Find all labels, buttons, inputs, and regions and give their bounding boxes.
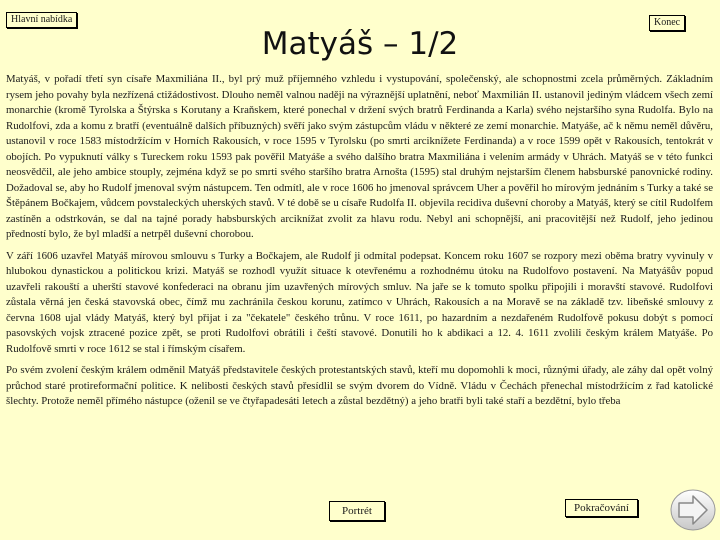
- article-body: [6, 72, 713, 416]
- page-title: Matyáš – 1/2: [261, 26, 459, 62]
- paragraph: V září 1606 uzavřel Matyáš mírovou smlouvu s Turky a Bočkajem, ale Rudolf ji odmítal podepsat. Koncem roku 1607 se rozpory mezi oběma bratry vyvinuly v hlubokou dynastickou a politickou krizi. Matyáš se rozhodl využít situace k otevřenému a rozhodnému útoku na Rudolfovo postavení. Na Matyášův popud uzavřeli rakouští a uherští stavové konfederaci na obranu jím uzavřených mírových smluv. Na jaře se k tomuto spolku připojili i moravští stavové. Rudolfovi zůstala věrná jen česká stavovská obec, čímž mu zachránila českou korunu, zatímco v Uhrách, Rakousích a na Moravě se na základě tzv. libeňské smlouvy z června 1608 ujal vlády Matyáš, který byl přijat i za "čekatele" českého trůnu. V roce 1611, po hazardním a nezdařeném Rudolfově pokusu dobýt s pomocí pasovských vojsk ztracené pozice zpět, se proti Rudolfovi obrátili i čeští stavové. Donutili ho k abdikaci a 12. 4. 1611 zvolili českým králem Matyáše. Po Rudolfově smrti v roce 1612 se stal i římským císařem.: [6, 249, 713, 355]
- continue-button[interactable]: Pokračování: [565, 499, 638, 517]
- paragraph: Matyáš, v pořadí třetí syn císaře Maxmiliána II., byl prý muž příjemného vzhledu i vystupování, společenský, ale schopnostmi zcela průměrných. Základním rysem jeho povahy byla nezřízená ctižádostivost. Dlouho neměl valnou naději na výraznější uplatnění, neboť Maxmilián II. ustanovil jediným vládcem všech zemí monarchie (kromě Tyrolska a Štýrska s Korutany a Kraňskem, které ponechal v držení svých bratrů Ferdinanda a Karla) svého nejstaršího syna Rudolfa. Bylo na Rudolfovi, zda a komu z bratří (eventuálně dalších příbuzných) svěří jako svým zástupcům vládu v některé ze zemí monarchie. Matyášе, ač k němu neměl důvěru, ustanovil v roce 1583 místodržícím v Horních Rakousích, v roce 1595 v Tyrolsku (po smrti arciknížete Ferdinanda) a v roce 1599 opět v Rakousích, tentokrát v obojích. Po vypuknutí války s Tureckem roku 1593 pak pověřil Matyáše a svého dalšího bratra Maxmiliána i velením armády v Uhrách. Matyáš se v této funkci neosvědčil, ale jeho ambice stouply, zejména když se po smrti svého staršího bratra Arnošta (1595) stal druhým nejstarším členem habsburské panovnické rodiny. Dožadoval se, aby ho Rudolf jmenoval svým nástupcem. Ten odmítl, ale v roce 1606 ho jmenoval správcem Uher a pověřil ho mírovým jednáním s Turky a také se Štěpánem Bočkajem, vůdcem povstaleckých uherských stavů. V té době se u císaře Rudolfa II. objevila recidiva duševní choroby a Matyáš, který se cítil Rudolfem zastíněn a odstrkován, se dal na tajné porady habsburských arciknížat zvolit za hlavu rodu. Nebyl ani schopnější, ani pracovitější než Rudolf, jeho jedinou předností bylo, že byl mladší a netrpěl duševní chorobou.: [6, 73, 713, 240]
- main-menu-button[interactable]: Hlavní nabídka: [6, 12, 77, 28]
- end-button[interactable]: Konec: [649, 15, 685, 31]
- paragraph: Po svém zvolení českým králem odměnil Matyáš představitele českých protestantských stavů, kteří mu dopomohli k moci, různými úřady, ale záhy dal opět volný průchod staré protireformační politice. K nelibosti českých stavů přesídlil se svým dvorem do Vídně. Vládu v Čechách přenechal místodržícím z řad katolické šlechty. Protože neměl přímého nástupce (oženil se ve čtyřapadesáti letech a zůstal bezdětný) a jeho bratři byli také staří a bezdětní, bylo třeba: [6, 364, 713, 407]
- next-arrow-icon[interactable]: [669, 486, 717, 534]
- portrait-button[interactable]: Portrét: [329, 501, 385, 521]
